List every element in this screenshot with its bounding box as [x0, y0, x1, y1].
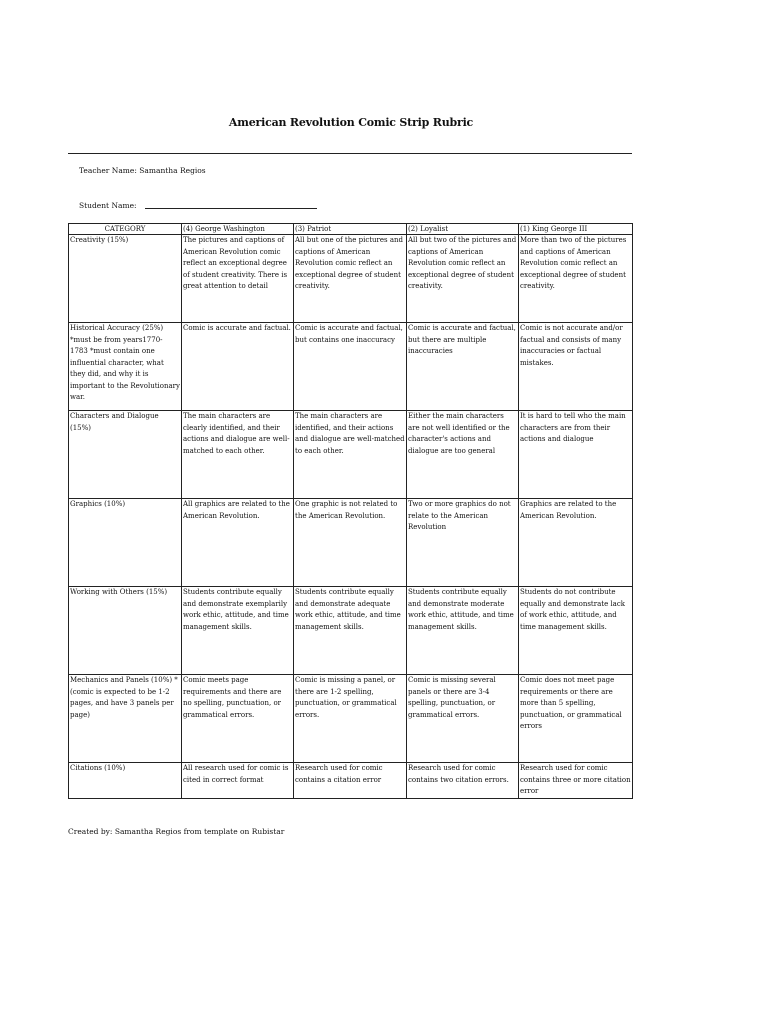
table-cell: Comic meets page requirements and there are no spelling, punctuation, or grammatical errors. — [182, 675, 294, 763]
table-cell: The main characters are clearly identified, and their actions and dialogue are well-matched to each other. — [182, 411, 294, 499]
table-cell: One graphic is not related to the American Revolution. — [294, 499, 407, 587]
table-row — [69, 587, 633, 675]
table-row — [69, 763, 633, 799]
table-cell: Students contribute equally and demonstrate adequate work ethic, attitude, and time management skills. — [294, 587, 407, 675]
table-cell: Comic is accurate and factual, but there are multiple inaccuracies — [407, 323, 519, 411]
table-cell: The pictures and captions of American Revolution comic reflect an exceptional degree of student creativity. There is great attention to detail — [182, 235, 294, 323]
row-category: Graphics (10%) — [69, 499, 182, 587]
header-divider — [68, 153, 632, 154]
page-title: American Revolution Comic Strip Rubric — [228, 116, 474, 129]
table-row — [69, 235, 633, 323]
table-row — [69, 323, 633, 411]
row-category: Historical Accuracy (25%) *must be from years1770-1783 *must contain one influential character, what they did, and why it is important to the Revolutionary war. — [69, 323, 182, 411]
table-cell: It is hard to tell who the main characters are from their actions and dialogue — [519, 411, 633, 499]
table-cell: Comic is missing several panels or there are 3-4 spelling, punctuation, or grammatical errors. — [407, 675, 519, 763]
table-cell: All but two of the pictures and captions of American Revolution comic reflect an exceptional degree of student creativity. — [407, 235, 519, 323]
table-cell: The main characters are identified, and their actions and dialogue are well-matched to each other. — [294, 411, 407, 499]
rubric-table — [68, 223, 633, 799]
table-cell: Students do not contribute equally and demonstrate lack of work ethic, attitude, and time management skills. — [519, 587, 633, 675]
table-cell: Research used for comic contains two citation errors. — [407, 763, 519, 799]
student-name-label: Student Name: — [79, 201, 137, 210]
table-cell: Either the main characters are not well identified or the character's actions and dialogue are too general — [407, 411, 519, 499]
row-category: Characters and Dialogue (15%) — [69, 411, 182, 499]
table-cell: Students contribute equally and demonstrate exemplarily work ethic, attitude, and time management skills. — [182, 587, 294, 675]
table-row — [69, 411, 633, 499]
table-cell: Comic is accurate and factual. — [182, 323, 294, 411]
table-cell: Comic is accurate and factual, but contains one inaccuracy — [294, 323, 407, 411]
row-category: Mechanics and Panels (10%) *(comic is expected to be 1-2 pages, and have 3 panels per page) — [69, 675, 182, 763]
table-row — [69, 675, 633, 763]
table-cell: Comic does not meet page requirements or there are more than 5 spelling, punctuation, or grammatical errors — [519, 675, 633, 763]
header-level-4: (4) George Washington — [182, 224, 294, 235]
footer-credit: Created by: Samantha Regios from template on Rubistar — [68, 827, 285, 836]
table-cell: Graphics are related to the American Revolution. — [519, 499, 633, 587]
table-cell: Research used for comic contains a citation error — [294, 763, 407, 799]
table-cell: All but one of the pictures and captions of American Revolution comic reflect an exceptional degree of student creativity. — [294, 235, 407, 323]
header-level-3: (3) Patriot — [294, 224, 407, 235]
table-cell: Comic is missing a panel, or there are 1-2 spelling, punctuation, or grammatical errors. — [294, 675, 407, 763]
row-category: Working with Others (15%) — [69, 587, 182, 675]
table-cell: Research used for comic contains three or more citation error — [519, 763, 633, 799]
header-level-1: (1) King George III — [519, 224, 633, 235]
table-row — [69, 499, 633, 587]
table-cell: All graphics are related to the American Revolution. — [182, 499, 294, 587]
table-header-row — [69, 224, 633, 235]
table-cell: Two or more graphics do not relate to the American Revolution — [407, 499, 519, 587]
table-cell: Comic is not accurate and/or factual and consists of many inaccuracies or factual mistakes. — [519, 323, 633, 411]
student-name-line — [145, 208, 317, 209]
header-category: CATEGORY — [69, 224, 182, 235]
header-level-2: (2) Loyalist — [407, 224, 519, 235]
row-category: Citations (10%) — [69, 763, 182, 799]
table-cell: Students contribute equally and demonstrate moderate work ethic, attitude, and time management skills. — [407, 587, 519, 675]
row-category: Creativity (15%) — [69, 235, 182, 323]
table-cell: All research used for comic is cited in correct format — [182, 763, 294, 799]
table-cell: More than two of the pictures and captions of American Revolution comic reflect an exceptional degree of student creativity. — [519, 235, 633, 323]
teacher-name: Teacher Name: Samantha Regios — [79, 166, 206, 175]
